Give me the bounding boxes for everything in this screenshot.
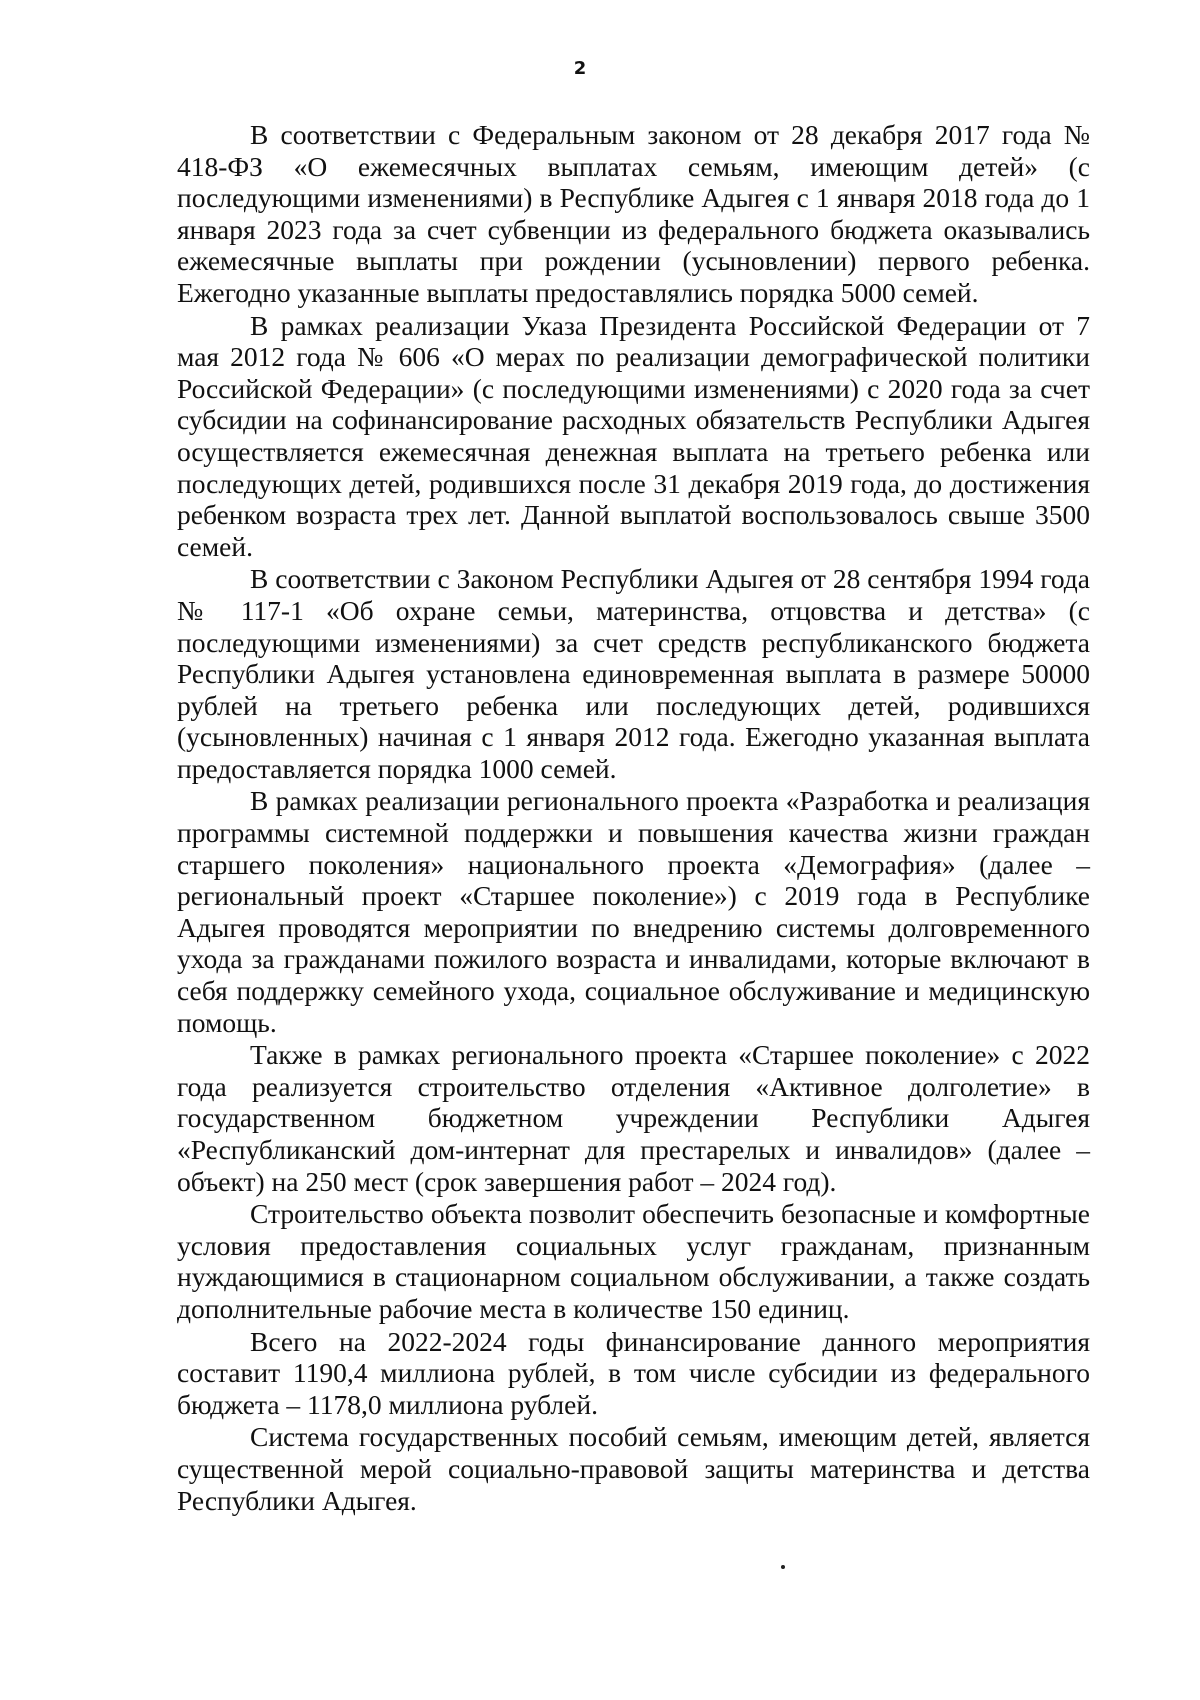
document-body [177, 119, 1090, 1517]
paragraph-older-generation-project: В рамках реализации регионального проекта «Разработка и реализация программы системной поддержки и повышения качества жизни граждан старшего поколения» национального проекта «Демография» (далее – региональный проект «Старшее поколение») с 2019 года в Республике Адыгея проводятся мероприятии по внедрению системы долговременного ухода за гражданами пожилого возраста и инвалидами, которые включают в себя поддержку семейного ухода, социальное обслуживание и медицинскую помощь. [177, 785, 1090, 1038]
scan-speck [781, 1565, 785, 1569]
paragraph-monthly-payments-first-child: В соответствии с Федеральным законом от 28 декабря 2017 года № 418-ФЗ «О ежемесячных выплатах семьям, имеющим детей» (с последующими изменениями) в Республике Адыгея с 1 января 2018 года до 1 января 2023 года за счет субвенции из федерального бюджета оказывались ежемесячные выплаты при рождении (усыновлении) первого ребенка. Ежегодно указанные выплаты предоставлялись порядка 5000 семей. [177, 119, 1090, 308]
paragraph-third-child-monthly-payment: В рамках реализации Указа Президента Российской Федерации от 7 мая 2012 года № 606 «О мерах по реализации демографической политики Российской Федерации» (с последующими изменениями) с 2020 года за счет субсидии на софинансирование расходных обязательств Республики Адыгея осуществляется ежемесячная денежная выплата на третьего ребенка или последующих детей, родившихся после 31 декабря 2019 года, до достижения ребенком возраста трех лет. Данной выплатой воспользовалось свыше 3500 семей. [177, 309, 1090, 562]
page-number: 2 [573, 58, 587, 79]
paragraph-construction-benefits: Строительство объекта позволит обеспечить безопасные и комфортные условия предоставления социальных услуг гражданам, признанным нуждающимися в стационарном социальном обслуживании, а также создать дополнительные рабочие места в количестве 150 единиц. [177, 1198, 1090, 1324]
paragraph-funding: Всего на 2022-2024 годы финансирование данного мероприятия составит 1190,4 миллиона рублей, в том числе субсидии из федерального бюджета – 1178,0 миллиона рублей. [177, 1325, 1090, 1420]
paragraph-lump-sum-payment: В соответствии с Законом Республики Адыгея от 28 сентября 1994 года № 117-1 «Об охране семьи, материнства, отцовства и детства» (с последующими изменениями) за счет средств республиканского бюджета Республики Адыгея установлена единовременная выплата в размере 50000 рублей на третьего ребенка или последующих детей, родившихся (усыновленных) начиная с 1 января 2012 года. Ежегодно указанная выплата предоставляется порядка 1000 семей. [177, 563, 1090, 784]
paragraph-conclusion: Система государственных пособий семьям, имеющим детей, является существенной мерой социально-правовой защиты материнства и детства Республики Адыгея. [177, 1421, 1090, 1516]
paragraph-active-longevity-construction: Также в рамках регионального проекта «Старшее поколение» с 2022 года реализуется строительство отделения «Активное долголетие» в государственном бюджетном учреждении Республики Адыгея «Республиканский дом-интернат для престарелых и инвалидов» (далее – объект) на 250 мест (срок завершения работ – 2024 год). [177, 1039, 1090, 1197]
